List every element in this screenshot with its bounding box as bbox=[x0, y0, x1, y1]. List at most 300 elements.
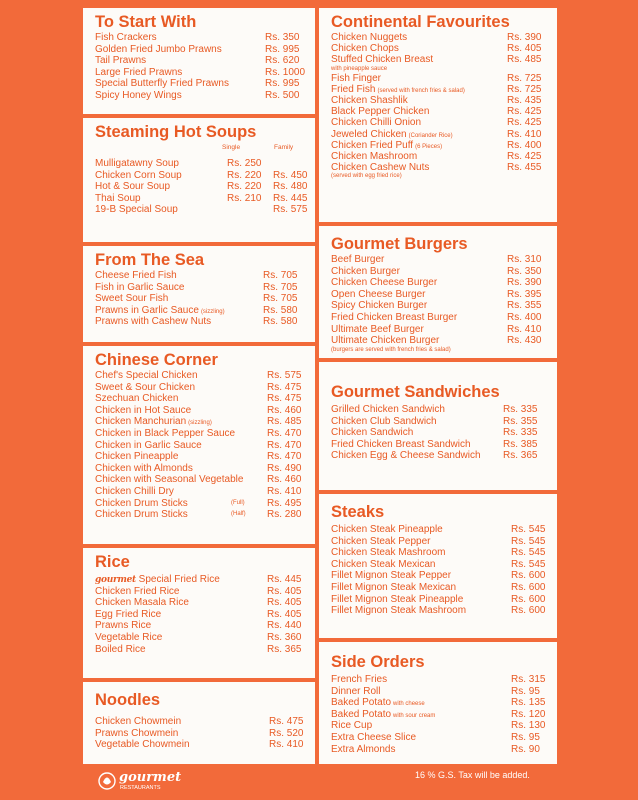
item-price: Rs. 355 bbox=[503, 415, 538, 427]
section-steaks bbox=[319, 494, 557, 638]
item-price: Rs. 390 bbox=[507, 32, 542, 43]
item-price: Rs. 350 bbox=[507, 265, 542, 277]
item-price: Rs. 360 bbox=[267, 631, 302, 643]
item-price: Rs. 95 bbox=[511, 685, 540, 697]
item-name bbox=[95, 55, 146, 67]
item-name bbox=[331, 570, 451, 582]
item-name-text: Fillet Mignon Steak Mexican bbox=[331, 581, 457, 593]
item-portion-tag: (Full) bbox=[231, 499, 245, 506]
item-price: Rs. 495 bbox=[267, 497, 302, 509]
price-single: Rs. 220 bbox=[227, 169, 262, 181]
item-price: Rs. 435 bbox=[507, 94, 542, 106]
item-price: Rs. 490 bbox=[267, 462, 302, 474]
menu-item bbox=[331, 129, 557, 140]
item-price: Rs. 405 bbox=[507, 43, 542, 55]
item-name-text: Chicken Steak Pineapple bbox=[331, 524, 443, 535]
item-name bbox=[95, 728, 178, 740]
item-price: Rs. 620 bbox=[265, 55, 300, 67]
section-noodles bbox=[83, 682, 315, 764]
item-name-text: Fish Crackers bbox=[95, 32, 157, 43]
item-name bbox=[331, 277, 437, 289]
item-price: Rs. 705 bbox=[263, 293, 298, 305]
item-price: Rs. 725 bbox=[507, 83, 542, 95]
menu-item bbox=[331, 312, 557, 324]
item-name bbox=[331, 106, 429, 117]
item-name bbox=[95, 193, 141, 205]
price-single: Rs. 220 bbox=[227, 181, 262, 193]
item-price: Rs. 355 bbox=[507, 300, 542, 312]
item-price: Rs. 425 bbox=[507, 150, 542, 162]
item-name-text: Vegetable Rice bbox=[95, 631, 163, 643]
item-price: Rs. 95 bbox=[511, 731, 540, 743]
item-price: Rs. 460 bbox=[267, 474, 302, 486]
section-rice bbox=[83, 548, 315, 678]
menu-item bbox=[95, 463, 315, 475]
menu-item bbox=[331, 84, 557, 95]
item-price: Rs. 580 bbox=[263, 316, 298, 328]
menu-item bbox=[331, 570, 557, 582]
section-title: Side Orders bbox=[331, 653, 425, 671]
price-family: Rs. 480 bbox=[273, 181, 308, 193]
menu-item bbox=[95, 90, 315, 102]
item-name-text: Chicken in Garlic Sauce bbox=[95, 439, 202, 451]
item-name-text: Fillet Mignon Steak Pepper bbox=[331, 570, 452, 582]
item-name bbox=[331, 117, 421, 128]
item-name bbox=[95, 486, 174, 498]
item-price: Rs. 425 bbox=[507, 117, 542, 129]
item-name-text: Egg Fried Rice bbox=[95, 608, 162, 620]
item-name-text: Hot & Sour Soup bbox=[95, 181, 171, 193]
item-price: Rs. 600 bbox=[511, 570, 546, 582]
item-name bbox=[331, 732, 416, 744]
item-name-text: Sweet Sour Fish bbox=[95, 293, 169, 305]
menu-item bbox=[331, 524, 557, 536]
item-name bbox=[331, 582, 456, 594]
item-name-text: Chicken Burger bbox=[331, 265, 400, 277]
menu-item bbox=[331, 709, 557, 721]
menu-item bbox=[331, 427, 557, 439]
item-name-text: Fried Chicken Breast Burger bbox=[331, 311, 458, 323]
item-name bbox=[95, 498, 188, 510]
item-name bbox=[95, 463, 193, 475]
item-name-text: Rice Cup bbox=[331, 720, 373, 732]
item-name-text: Sweet & Sour Chicken bbox=[95, 381, 196, 393]
menu-item bbox=[95, 728, 315, 740]
item-price: Rs. 1000 bbox=[265, 66, 306, 78]
item-price: Rs. 545 bbox=[511, 524, 546, 535]
section-title: Noodles bbox=[95, 691, 161, 709]
item-price: Rs. 405 bbox=[267, 608, 302, 620]
item-name-text: Chicken Steak Mexican bbox=[331, 558, 436, 570]
item-note: with cheese bbox=[393, 701, 425, 708]
item-name-text: Fish Finger bbox=[331, 72, 382, 84]
item-name bbox=[331, 300, 427, 312]
item-name bbox=[95, 32, 157, 44]
menu-item bbox=[95, 509, 315, 521]
item-price: Rs. 580 bbox=[263, 304, 298, 316]
item-name-text: Chicken Fried Puff bbox=[331, 139, 414, 151]
menu-item bbox=[95, 644, 315, 656]
item-name bbox=[331, 324, 424, 336]
item-name bbox=[331, 450, 481, 462]
item-price: Rs. 430 bbox=[507, 335, 542, 347]
price-family: Rs. 575 bbox=[273, 204, 308, 216]
item-name bbox=[95, 632, 162, 644]
item-name bbox=[331, 32, 407, 43]
item-price: Rs. 315 bbox=[511, 674, 546, 685]
item-name bbox=[331, 439, 471, 451]
item-name-text: 19-B Special Soup bbox=[95, 204, 178, 216]
item-price: Rs. 545 bbox=[511, 535, 546, 547]
section-continental bbox=[319, 8, 557, 222]
menu-item bbox=[95, 405, 315, 417]
item-name-text: Baked Potato bbox=[331, 708, 392, 720]
item-price: Rs. 350 bbox=[265, 32, 300, 43]
menu-item bbox=[331, 140, 557, 151]
item-price: Rs. 335 bbox=[503, 427, 538, 439]
menu-item bbox=[95, 574, 315, 586]
item-name-text: Chicken Masala Rice bbox=[95, 597, 189, 609]
menu-item bbox=[95, 474, 315, 486]
menu-item bbox=[331, 95, 557, 106]
gourmet-script-logo: gourmet bbox=[95, 575, 136, 585]
menu-item bbox=[331, 117, 557, 128]
menu-item bbox=[95, 204, 315, 216]
menu-item bbox=[95, 597, 315, 609]
item-name-text: Large Fried Prawns bbox=[95, 66, 183, 78]
item-name-text: Extra Cheese Slice bbox=[331, 731, 417, 743]
item-name bbox=[95, 509, 188, 521]
item-note: (sizzling) bbox=[188, 420, 212, 427]
menu-item bbox=[331, 266, 557, 278]
item-name bbox=[95, 739, 190, 751]
item-name bbox=[95, 78, 229, 90]
menu-item bbox=[95, 739, 315, 751]
menu-item bbox=[95, 170, 315, 182]
burgers-footnote: (burgers are served with french fries & salad) bbox=[331, 346, 451, 353]
menu-item bbox=[331, 277, 557, 289]
menu-item bbox=[95, 282, 315, 294]
menu-item bbox=[331, 605, 557, 617]
item-name bbox=[95, 67, 182, 79]
item-price: Rs. 90 bbox=[511, 743, 540, 755]
item-price: Rs. 485 bbox=[507, 54, 542, 66]
item-name-text: Chicken with Seasonal Vegetable bbox=[95, 474, 244, 486]
menu-item bbox=[331, 73, 557, 84]
item-price: Rs. 120 bbox=[511, 708, 546, 720]
item-price: Rs. 705 bbox=[263, 270, 298, 281]
item-portion-tag: (Half) bbox=[231, 511, 246, 518]
item-name bbox=[331, 674, 387, 686]
item-name-text: Chicken Egg & Cheese Sandwich bbox=[331, 450, 481, 462]
item-name-text: Ultimate Chicken Burger bbox=[331, 335, 440, 347]
item-price: Rs. 400 bbox=[507, 311, 542, 323]
section-title: Steaming Hot Soups bbox=[95, 123, 257, 141]
item-name-text: Fried Fish bbox=[331, 83, 376, 95]
item-name bbox=[331, 427, 413, 439]
item-price: Rs. 405 bbox=[267, 585, 302, 597]
menu-item bbox=[331, 594, 557, 606]
item-name-text: Prawns Chowmein bbox=[95, 727, 179, 739]
menu-item bbox=[95, 193, 315, 205]
item-name-text: Tail Prawns bbox=[95, 55, 147, 67]
item-price: Rs. 385 bbox=[503, 438, 538, 450]
item-name-text: Grilled Chicken Sandwich bbox=[331, 404, 445, 415]
menu-item bbox=[95, 498, 315, 510]
item-name bbox=[95, 158, 179, 170]
section-soups bbox=[83, 118, 315, 242]
item-name-text: Szechuan Chicken bbox=[95, 393, 179, 405]
item-note: (6 Pieces) bbox=[415, 143, 443, 150]
item-name-text: Prawns with Cashew Nuts bbox=[95, 316, 212, 328]
menu-item bbox=[331, 582, 557, 594]
item-name bbox=[95, 44, 222, 56]
menu-item bbox=[95, 620, 315, 632]
item-name-text: Chicken with Almonds bbox=[95, 462, 193, 474]
section-title: Rice bbox=[95, 553, 130, 571]
item-price: Rs. 995 bbox=[265, 78, 300, 90]
item-name-text: Chicken Steak Mashroom bbox=[331, 547, 446, 559]
item-price: Rs. 475 bbox=[269, 716, 304, 727]
menu-item bbox=[331, 254, 557, 266]
section-title: Gourmet Burgers bbox=[331, 235, 468, 253]
item-note: (Coriander Rice) bbox=[408, 132, 453, 139]
item-name-text: Chicken Club Sandwich bbox=[331, 415, 437, 427]
item-name bbox=[95, 586, 179, 598]
item-name bbox=[331, 720, 372, 732]
price-single: Rs. 210 bbox=[227, 192, 262, 204]
item-name bbox=[331, 524, 443, 536]
item-price: Rs. 475 bbox=[267, 393, 302, 405]
tax-note: 16 % G.S. Tax will be added. bbox=[415, 770, 530, 780]
item-name-text: Special Fried Rice bbox=[138, 574, 220, 585]
item-name-text: Spicy Honey Wings bbox=[95, 89, 182, 101]
item-name bbox=[331, 289, 426, 301]
menu-item bbox=[331, 106, 557, 117]
item-price: Rs. 410 bbox=[507, 128, 542, 140]
item-subnote: (served with egg fried rice) bbox=[331, 173, 402, 180]
item-name bbox=[331, 312, 457, 324]
item-name-text: Spicy Chicken Burger bbox=[331, 300, 428, 312]
item-name bbox=[331, 151, 417, 162]
item-name bbox=[95, 474, 243, 486]
item-name bbox=[95, 170, 182, 182]
menu-item bbox=[331, 439, 557, 451]
item-name-text: Chicken Corn Soup bbox=[95, 169, 182, 181]
menu-item bbox=[95, 44, 315, 56]
item-name-text: French Fries bbox=[331, 674, 388, 685]
item-name-text: Fried Chicken Breast Sandwich bbox=[331, 438, 471, 450]
item-price: Rs. 545 bbox=[511, 558, 546, 570]
menu-item bbox=[95, 716, 315, 728]
item-price: Rs. 405 bbox=[267, 597, 302, 609]
item-name-text: Dinner Roll bbox=[331, 685, 381, 697]
item-name bbox=[95, 644, 146, 656]
item-name-text: Chicken Shashlik bbox=[331, 94, 408, 106]
menu-item bbox=[331, 720, 557, 732]
item-price: Rs. 400 bbox=[507, 139, 542, 151]
item-name bbox=[95, 282, 184, 294]
item-name bbox=[331, 335, 439, 347]
menu-item bbox=[331, 732, 557, 744]
section-side-orders bbox=[319, 642, 557, 764]
menu-item bbox=[95, 586, 315, 598]
svg-text:gourmet: gourmet bbox=[119, 770, 182, 785]
section-to-start-with bbox=[83, 8, 315, 114]
item-name bbox=[95, 428, 235, 440]
menu-item bbox=[95, 158, 315, 170]
item-price: Rs. 410 bbox=[267, 485, 302, 497]
menu-item bbox=[331, 43, 557, 54]
item-price: Rs. 995 bbox=[265, 43, 300, 55]
menu-item bbox=[95, 609, 315, 621]
menu-item bbox=[95, 293, 315, 305]
item-name-text: Cheese Fried Fish bbox=[95, 270, 177, 281]
item-name bbox=[95, 393, 178, 405]
item-name bbox=[95, 382, 195, 394]
menu-item bbox=[331, 697, 557, 709]
item-price: Rs. 135 bbox=[511, 697, 546, 709]
item-name bbox=[95, 716, 181, 728]
item-name-text: Chicken Mashroom bbox=[331, 150, 418, 162]
item-name bbox=[331, 536, 431, 548]
menu-item bbox=[331, 416, 557, 428]
item-price: Rs. 310 bbox=[507, 254, 542, 265]
item-name bbox=[95, 597, 189, 609]
menu-item bbox=[95, 416, 315, 428]
item-price: Rs. 130 bbox=[511, 720, 546, 732]
menu-item bbox=[95, 382, 315, 394]
item-name-text: Prawns in Garlic Sauce bbox=[95, 304, 199, 316]
menu-item bbox=[331, 300, 557, 312]
svg-text:RESTAURANTS: RESTAURANTS bbox=[120, 785, 161, 791]
item-name-text: Fillet Mignon Steak Pineapple bbox=[331, 593, 464, 605]
menu-item bbox=[331, 54, 557, 65]
menu-item bbox=[95, 67, 315, 79]
item-name-text: Chicken Cashew Nuts bbox=[331, 162, 430, 174]
item-note: (sizzling) bbox=[200, 308, 225, 315]
item-name-text: Chicken in Black Pepper Sauce bbox=[95, 427, 236, 439]
item-name bbox=[331, 43, 399, 54]
item-price: Rs. 725 bbox=[507, 72, 542, 84]
menu-sheet bbox=[83, 8, 557, 764]
item-price: Rs. 705 bbox=[263, 281, 298, 293]
item-price: Rs. 365 bbox=[503, 450, 538, 462]
item-price: Rs. 600 bbox=[511, 581, 546, 593]
item-name-text: Chicken Steak Pepper bbox=[331, 535, 431, 547]
item-name bbox=[331, 254, 384, 266]
menu-item bbox=[95, 486, 315, 498]
price-single: Rs. 250 bbox=[227, 158, 262, 169]
price-family: Rs. 445 bbox=[273, 192, 308, 204]
item-name-text: Black Pepper Chicken bbox=[331, 106, 430, 118]
item-note: with sour cream bbox=[393, 712, 436, 719]
item-name-text: Baked Potato bbox=[331, 697, 392, 709]
menu-item bbox=[331, 404, 557, 416]
item-name bbox=[95, 90, 182, 102]
item-name bbox=[331, 744, 395, 756]
menu-item bbox=[95, 451, 315, 463]
item-price: Rs. 410 bbox=[269, 739, 304, 751]
item-price: Rs. 440 bbox=[267, 620, 302, 632]
menu-item bbox=[331, 547, 557, 559]
col-family-label: Family bbox=[274, 144, 294, 151]
item-name bbox=[331, 162, 429, 173]
item-name-text: Ultimate Beef Burger bbox=[331, 323, 424, 335]
item-price: Rs. 335 bbox=[503, 404, 538, 415]
item-name-text: Chicken Chops bbox=[331, 43, 399, 55]
item-name-text: Fish in Garlic Sauce bbox=[95, 281, 185, 293]
item-price: Rs. 365 bbox=[267, 643, 302, 655]
section-title: To Start With bbox=[95, 13, 197, 31]
item-name bbox=[95, 620, 151, 632]
menu-item bbox=[95, 78, 315, 90]
item-name bbox=[95, 370, 198, 382]
item-name-text: Chicken Chilli Onion bbox=[331, 117, 422, 129]
item-name-text: Fillet Mignon Steak Mashroom bbox=[331, 605, 467, 617]
menu-item bbox=[331, 32, 557, 43]
menu-item bbox=[95, 32, 315, 44]
menu-item bbox=[331, 559, 557, 571]
item-name-text: Vegetable Chowmein bbox=[95, 739, 190, 751]
menu-item bbox=[331, 151, 557, 162]
item-subnote: with pineapple sauce bbox=[331, 65, 388, 72]
item-name-text: Chicken Chowmein bbox=[95, 716, 182, 727]
item-name bbox=[95, 181, 170, 193]
menu-item bbox=[95, 632, 315, 644]
gourmet-logo-mark bbox=[96, 767, 182, 795]
item-name-text: Chicken Pineapple bbox=[95, 451, 179, 463]
section-sandwiches bbox=[319, 362, 557, 490]
item-name-text: Chicken Drum Sticks bbox=[95, 497, 188, 509]
item-name-text: Chicken Fried Rice bbox=[95, 585, 180, 597]
item-name bbox=[95, 204, 178, 216]
item-price: Rs. 280 bbox=[267, 509, 302, 521]
item-price: Rs. 475 bbox=[267, 381, 302, 393]
menu-item bbox=[95, 270, 315, 282]
menu-item bbox=[331, 536, 557, 548]
item-name-text: Chicken Cheese Burger bbox=[331, 277, 438, 289]
item-name bbox=[95, 270, 177, 282]
menu-item bbox=[331, 674, 557, 686]
item-name bbox=[95, 440, 202, 452]
item-price: Rs. 600 bbox=[511, 593, 546, 605]
item-name bbox=[331, 416, 437, 428]
item-price: Rs. 470 bbox=[267, 451, 302, 463]
item-name-text: Thai Soup bbox=[95, 192, 141, 204]
item-price: Rs. 425 bbox=[507, 106, 542, 118]
item-name bbox=[331, 54, 433, 65]
item-name bbox=[95, 405, 191, 417]
item-name-text: Prawns Rice bbox=[95, 620, 152, 632]
item-price: Rs. 395 bbox=[507, 288, 542, 300]
item-name bbox=[331, 594, 463, 606]
item-price: Rs. 455 bbox=[507, 162, 542, 174]
item-price: Rs. 485 bbox=[267, 416, 302, 428]
item-name bbox=[95, 451, 178, 463]
item-name-text: Special Butterfly Fried Prawns bbox=[95, 78, 229, 90]
item-price: Rs. 600 bbox=[511, 605, 546, 617]
menu-item bbox=[95, 428, 315, 440]
section-title: Chinese Corner bbox=[95, 351, 218, 369]
item-price: Rs. 470 bbox=[267, 427, 302, 439]
item-name bbox=[331, 686, 380, 698]
menu-item bbox=[331, 686, 557, 698]
item-note: (served with french fries & salad) bbox=[377, 87, 465, 94]
section-burgers bbox=[319, 226, 557, 358]
item-price: Rs. 445 bbox=[267, 574, 302, 585]
item-name-text: Boiled Rice bbox=[95, 643, 146, 655]
